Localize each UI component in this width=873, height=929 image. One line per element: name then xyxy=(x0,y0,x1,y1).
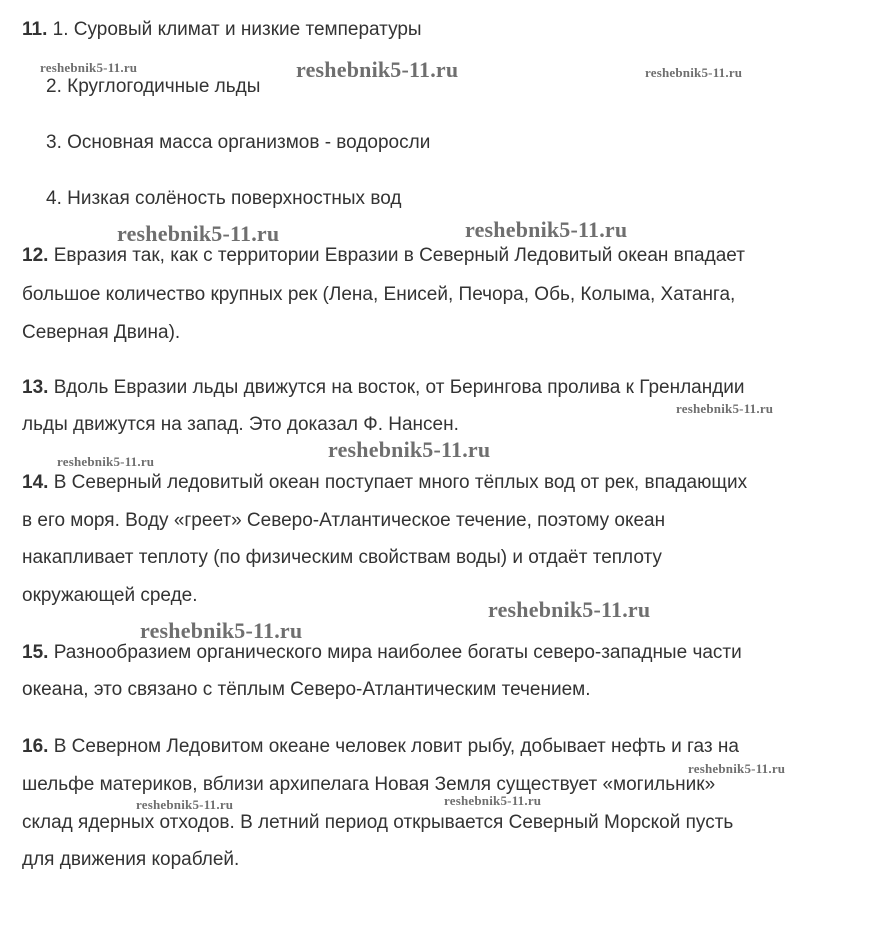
watermark: reshebnik5-11.ru xyxy=(645,65,743,80)
answer-11-item-4: 4. Низкая солёность поверхностных вод xyxy=(46,188,402,209)
answer-14-line-1 xyxy=(22,472,747,494)
answer-11-text: 1. Суровый климат и низкие температуры xyxy=(52,19,422,40)
watermark: reshebnik5-11.ru xyxy=(136,797,234,812)
answer-12-line-3: Северная Двина). xyxy=(22,322,181,343)
answer-14-line-2: в его моря. Воду «греет» Северо-Атлантическое течение, поэтому океан xyxy=(22,510,666,531)
answer-12-number: 12. xyxy=(22,245,49,266)
answer-16-line-2: шельфе материков, вблизи архипелага Новая Земля существует «могильник» xyxy=(22,774,716,795)
answer-13-text: Вдоль Евразии льды движутся на восток, от Берингова пролива к Гренландии xyxy=(53,377,745,398)
answer-13-line-2: льды движутся на запад. Это доказал Ф. Нансен. xyxy=(22,414,459,435)
answer-11-item-3: 3. Основная масса организмов - водоросли xyxy=(46,132,431,153)
watermark: reshebnik5-11.ru xyxy=(57,454,155,469)
answer-12-line-1 xyxy=(22,245,745,267)
watermark: reshebnik5-11.ru xyxy=(676,401,774,416)
watermark: reshebnik5-11.ru xyxy=(140,618,303,643)
answer-16-line-1 xyxy=(22,736,739,758)
answer-16-line-4: для движения кораблей. xyxy=(22,849,240,870)
answer-16-line-3: склад ядерных отходов. В летний период открывается Северный Морской пусть xyxy=(22,812,734,833)
watermark: reshebnik5-11.ru xyxy=(465,217,628,242)
answer-14-text: В Северный ледовитый океан поступает много тёплых вод от рек, впадающих xyxy=(53,472,748,493)
watermark: reshebnik5-11.ru xyxy=(296,57,459,82)
watermark: reshebnik5-11.ru xyxy=(117,221,280,246)
answer-11-line-1 xyxy=(22,19,422,41)
answer-14-line-3: накапливает теплоту (по физическим свойствам воды) и отдаёт теплоту xyxy=(22,547,662,568)
answer-14-line-4: окружающей среде. xyxy=(22,585,198,606)
watermark: reshebnik5-11.ru xyxy=(488,597,651,622)
watermark: reshebnik5-11.ru xyxy=(688,761,786,776)
watermark: reshebnik5-11.ru xyxy=(444,793,542,808)
answer-12-line-2: большое количество крупных рек (Лена, Енисей, Печора, Обь, Колыма, Хатанга, xyxy=(22,284,736,305)
answer-15-line-2: океана, это связано с тёплым Северо-Атлантическим течением. xyxy=(22,679,591,700)
answer-12-text: Евразия так, как с территории Евразии в Северный Ледовитый океан впадает xyxy=(53,245,745,266)
answer-13-number: 13. xyxy=(22,377,49,398)
answer-15-line-1 xyxy=(22,642,742,664)
answer-11-item-2: 2. Круглогодичные льды xyxy=(46,76,261,97)
answer-16-number: 16. xyxy=(22,736,49,757)
answer-14-number: 14. xyxy=(22,472,49,493)
answer-15-number: 15. xyxy=(22,642,49,663)
watermark: reshebnik5-11.ru xyxy=(40,60,138,75)
answer-13-line-1 xyxy=(22,377,745,399)
answer-16-text: В Северном Ледовитом океане человек ловит рыбу, добывает нефть и газ на xyxy=(53,736,739,757)
watermark: reshebnik5-11.ru xyxy=(328,437,491,462)
answer-11-number: 11. xyxy=(22,19,48,40)
answer-15-text: Разнообразием органического мира наиболее богаты северо-западные части xyxy=(53,642,742,663)
